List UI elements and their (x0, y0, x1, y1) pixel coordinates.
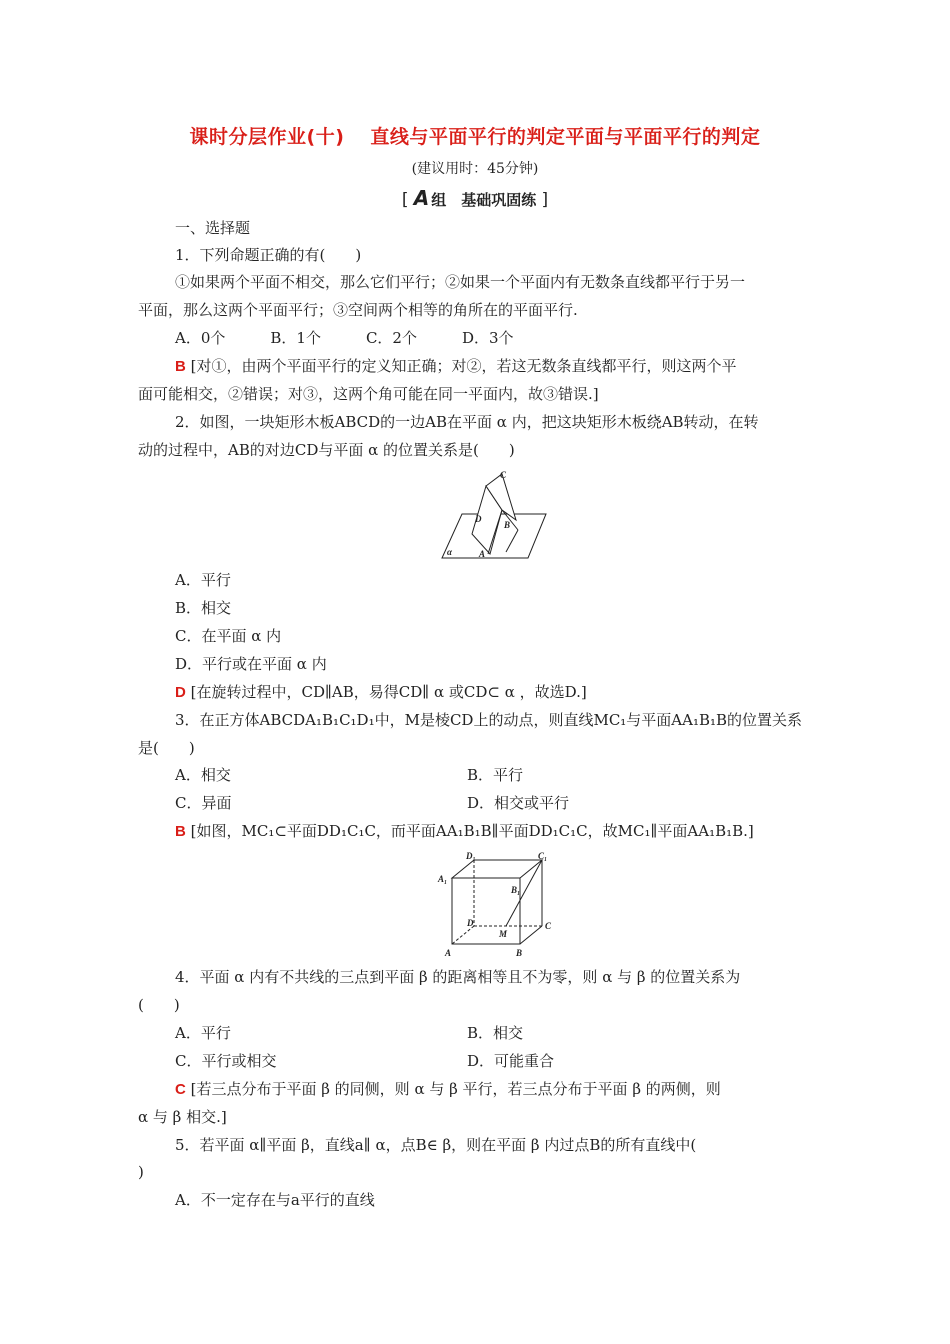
q3-stem-line2: 是( ) (138, 739, 195, 757)
q4-option-d: D．可能重合 (467, 1052, 555, 1070)
q1-body-line2: 平面，那么这两个平面平行；③空间两个相等的角所在的平面平行. (138, 301, 578, 319)
q3-explain-text: [如图，MC₁⊂平面DD₁C₁C，而平面AA₁B₁B∥平面DD₁C₁C，故MC₁∥平面AA₁B₁B.] (190, 822, 754, 840)
page-title (0, 122, 950, 149)
q2-fig-label-alpha: α (447, 547, 452, 557)
q1-stem: 1．下列命题正确的有( ) (175, 246, 362, 264)
q1-explanation-line2: 面可能相交，②错误；对③，这两个角可能在同一平面内，故③错误.] (138, 385, 599, 403)
q3-option-b: B．平行 (467, 766, 524, 784)
group-letter: A (413, 186, 430, 210)
q1-options: A．0个 B．1个 C．2个 D．3个 (175, 329, 514, 347)
group-heading (0, 186, 950, 210)
section-heading: 一、选择题 (175, 219, 251, 237)
q3-stem-line1: 3．在正方体ABCDA₁B₁C₁D₁中，M是棱CD上的动点，则直线MC₁与平面AA₁B₁B的位置关系 (175, 711, 803, 729)
q4-option-c: C．平行或相交 (175, 1052, 277, 1070)
q1-answer: B (175, 358, 186, 375)
q2-stem-line2: 动的过程中，AB的对边CD与平面 α 的位置关系是( ) (138, 441, 515, 459)
q5-option-a: A．不一定存在与a平行的直线 (175, 1191, 375, 1209)
q3-fig-label-b: B (516, 948, 523, 958)
q2-stem-line1: 2．如图，一块矩形木板ABCD的一边AB在平面 α 内，把这块矩形木板绕AB转动，在转 (175, 413, 759, 431)
q4-answer: C (175, 1081, 186, 1098)
q3-fig-label-c: C (545, 921, 552, 931)
q3-fig-label-b1: B₁ (511, 885, 521, 895)
q4-explanation-line2: α 与 β 相交.] (138, 1108, 227, 1126)
group-label: 组 基础巩固练 (431, 191, 537, 209)
q2-option-c: C．在平面 α 内 (175, 627, 282, 645)
q3-fig-label-a1: A₁ (438, 874, 448, 884)
q3-explanation (175, 821, 754, 842)
suggested-time: (建议用时：45分钟) (411, 161, 539, 177)
title-part1: 课时分层作业(十) (189, 126, 345, 148)
q2-answer: D (175, 684, 186, 701)
q4-stem-line1: 4．平面 α 内有不共线的三点到平面 β 的距离相等且不为零，则 α 与 β 的位置关系为 (175, 968, 741, 986)
q4-stem-line2: ( ) (138, 996, 180, 1014)
q4-explain-text: [若三点分布于平面 β 的同侧，则 α 与 β 平行，若三点分布于平面 β 的两侧，则 (190, 1080, 721, 1098)
q2-fig-label-b: B (504, 520, 511, 530)
q3-option-a: A．相交 (175, 766, 231, 784)
q2-fig-label-a: A (479, 549, 486, 559)
q3-figure-cube (432, 852, 556, 962)
q2-explain-text: [在旋转过程中，CD∥AB，易得CD∥ α 或CD⊂ α ，故选D.] (190, 683, 587, 701)
title-part2: 直线与平面平行的判定平面与平面平行的判定 (370, 126, 761, 148)
q2-fig-label-c: C (500, 470, 507, 480)
q3-fig-label-c1: C₁ (538, 852, 548, 861)
q3-option-c: C．异面 (175, 794, 232, 812)
q5-stem-line1: 5．若平面 α∥平面 β，直线a∥ α，点B∈ β，则在平面 β 内过点B的所有直线中( (175, 1136, 697, 1154)
q4-explanation-line1 (175, 1079, 721, 1100)
q4-option-b: B．相交 (467, 1024, 524, 1042)
q3-fig-label-m: M (499, 929, 508, 939)
q1-body-line1: ①如果两个平面不相交，那么它们平行；②如果一个平面内有无数条直线都平行于另一 (175, 273, 746, 291)
q4-option-a: A．平行 (175, 1024, 231, 1042)
q3-option-d: D．相交或平行 (467, 794, 570, 812)
q3-answer: B (175, 823, 186, 840)
q2-option-d: D．平行或在平面 α 内 (175, 655, 327, 673)
q2-explanation (175, 682, 587, 703)
q2-option-a: A．平行 (175, 571, 231, 589)
q3-fig-label-a: A (445, 948, 452, 958)
q2-fig-label-d: D (475, 514, 482, 524)
q1-explanation-line1 (175, 356, 736, 377)
q1-explain-text: [对①，由两个平面平行的定义知正确；对②，若这无数条直线都平行，则这两个平 (190, 357, 737, 375)
q2-option-b: B．相交 (175, 599, 232, 617)
q5-stem-line2: ) (138, 1163, 144, 1181)
q2-figure-rotating-board (438, 466, 550, 562)
q3-fig-label-d1: D₁ (466, 852, 476, 861)
q3-fig-label-d: D (467, 918, 474, 928)
group-bracket-open: [ (401, 190, 409, 210)
group-bracket-close: ] (541, 190, 549, 210)
